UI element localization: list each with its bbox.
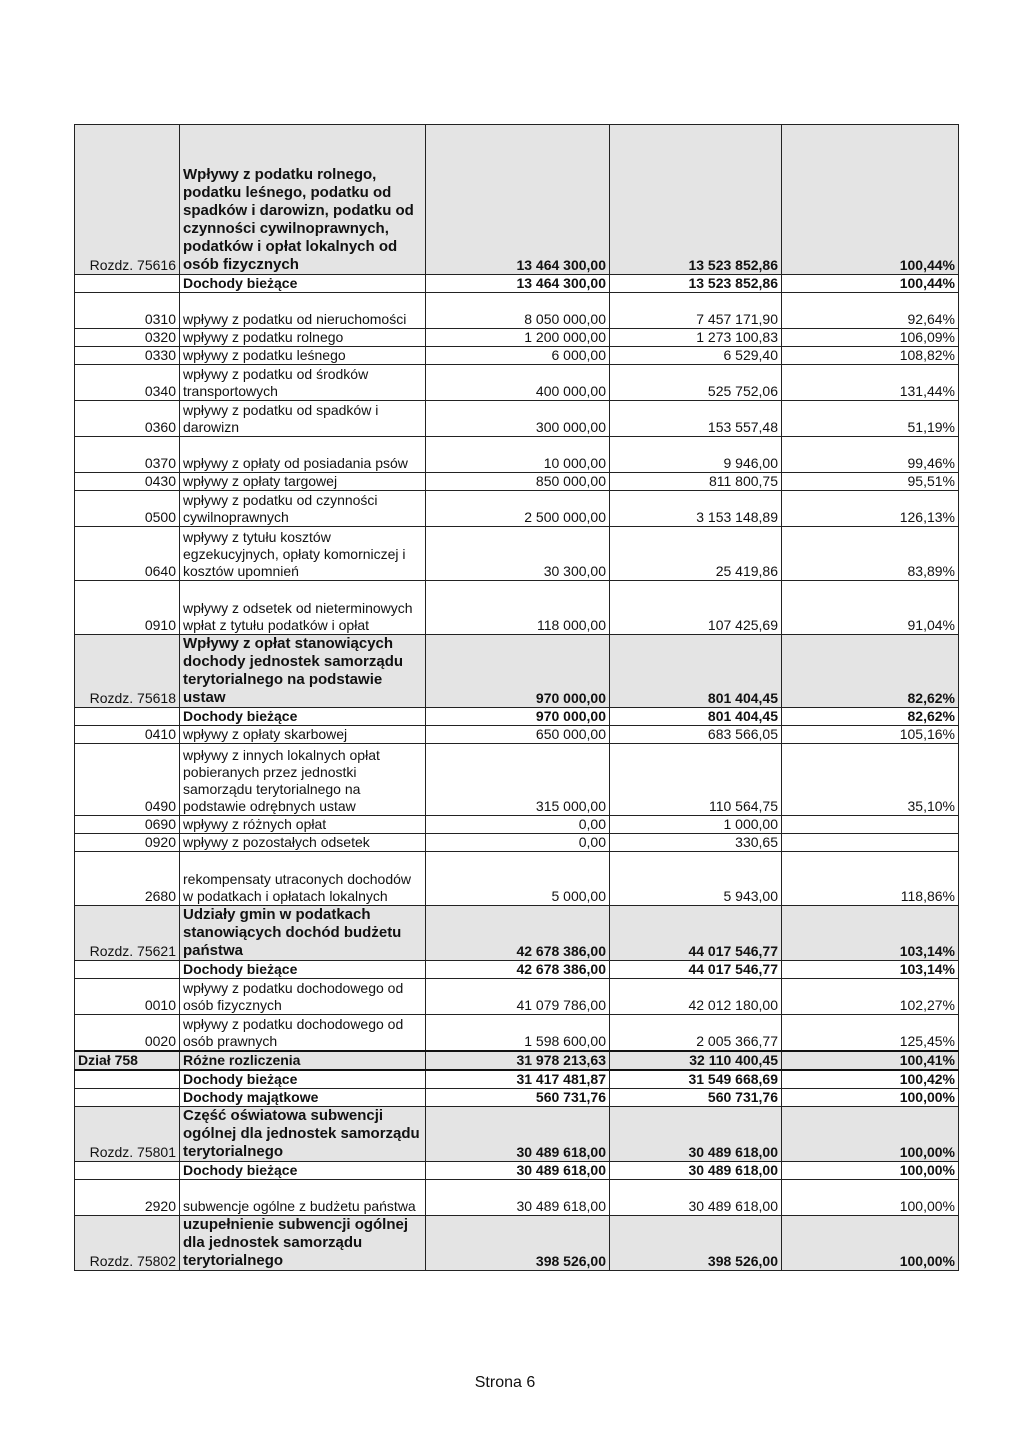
- row-code-cell: 0310: [75, 293, 180, 329]
- subtotal-row: [75, 708, 959, 726]
- row-percent-cell: [782, 816, 959, 834]
- row-execution-cell: 2 005 366,77: [610, 1015, 782, 1051]
- subtotal-row: [75, 275, 959, 293]
- row-plan-cell: 42 678 386,00: [426, 961, 610, 979]
- row-plan-cell: 850 000,00: [426, 473, 610, 491]
- subtotal-row: [75, 1161, 959, 1179]
- row-plan-cell: 10 000,00: [426, 437, 610, 473]
- row-percent-cell: 102,27%: [782, 979, 959, 1015]
- row-plan-cell: 13 464 300,00: [426, 125, 610, 275]
- section-row: [75, 1051, 959, 1070]
- row-description-cell: wpływy z pozostałych odsetek: [180, 834, 426, 852]
- row-execution-cell: 110 564,75: [610, 744, 782, 816]
- row-code-cell: [75, 1161, 180, 1179]
- budget-revenue-table: [74, 124, 959, 1271]
- row-description-cell: wpływy z różnych opłat: [180, 816, 426, 834]
- row-code-cell: 0640: [75, 527, 180, 581]
- row-code-cell: 0500: [75, 491, 180, 527]
- row-code-cell: 2680: [75, 852, 180, 906]
- row-plan-cell: 1 598 600,00: [426, 1015, 610, 1051]
- row-description-cell: wpływy z podatku od czynności cywilnoprawnych: [180, 491, 426, 527]
- row-description-cell: wpływy z podatku od spadków i darowizn: [180, 401, 426, 437]
- row-description-cell: Różne rozliczenia: [180, 1051, 426, 1070]
- row-percent-cell: 100,00%: [782, 1106, 959, 1161]
- row-description-cell: Dochody bieżące: [180, 1161, 426, 1179]
- page-number: Strona 6: [474, 1374, 536, 1391]
- row-description-cell: Dochody majątkowe: [180, 1088, 426, 1106]
- row-execution-cell: 7 457 171,90: [610, 293, 782, 329]
- row-percent-cell: 92,64%: [782, 293, 959, 329]
- row-percent-cell: 100,44%: [782, 125, 959, 275]
- row-percent-cell: 95,51%: [782, 473, 959, 491]
- table-row: [75, 1179, 959, 1215]
- row-plan-cell: 0,00: [426, 834, 610, 852]
- row-execution-cell: 330,65: [610, 834, 782, 852]
- row-plan-cell: 41 079 786,00: [426, 979, 610, 1015]
- row-description-cell: Dochody bieżące: [180, 961, 426, 979]
- chapter-row: [75, 1106, 959, 1161]
- row-code-cell: [75, 708, 180, 726]
- row-plan-cell: 31 417 481,87: [426, 1070, 610, 1089]
- row-percent-cell: [782, 834, 959, 852]
- table-row: [75, 1015, 959, 1051]
- row-description-cell: wpływy z podatku dochodowego od osób prawnych: [180, 1015, 426, 1051]
- row-execution-cell: 107 425,69: [610, 581, 782, 635]
- row-code-cell: 0430: [75, 473, 180, 491]
- row-plan-cell: 30 489 618,00: [426, 1161, 610, 1179]
- row-code-cell: 0010: [75, 979, 180, 1015]
- row-description-cell: wpływy z podatku dochodowego od osób fizycznych: [180, 979, 426, 1015]
- row-description-cell: Część oświatowa subwencji ogólnej dla jednostek samorządu terytorialnego: [180, 1106, 426, 1161]
- row-percent-cell: 100,00%: [782, 1179, 959, 1215]
- row-percent-cell: 100,00%: [782, 1215, 959, 1270]
- table-row: [75, 437, 959, 473]
- row-percent-cell: 100,42%: [782, 1070, 959, 1089]
- row-plan-cell: 30 489 618,00: [426, 1106, 610, 1161]
- row-execution-cell: 525 752,06: [610, 365, 782, 401]
- row-execution-cell: 560 731,76: [610, 1088, 782, 1106]
- row-execution-cell: 44 017 546,77: [610, 906, 782, 961]
- table-row: [75, 329, 959, 347]
- row-percent-cell: 51,19%: [782, 401, 959, 437]
- row-description-cell: Wpływy z podatku rolnego, podatku leśnego, podatku od spadków i darowizn, podatku od czynności cywilnoprawnych, podatków i opłat lokalnych od osób fizycznych: [180, 125, 426, 275]
- row-percent-cell: 118,86%: [782, 852, 959, 906]
- table-row: [75, 726, 959, 744]
- row-plan-cell: 0,00: [426, 816, 610, 834]
- row-execution-cell: 31 549 668,69: [610, 1070, 782, 1089]
- chapter-row: [75, 1215, 959, 1270]
- row-percent-cell: 131,44%: [782, 365, 959, 401]
- row-description-cell: Dochody bieżące: [180, 275, 426, 293]
- row-execution-cell: 1 273 100,83: [610, 329, 782, 347]
- row-description-cell: wpływy z innych lokalnych opłat pobieranych przez jednostki samorządu terytorialnego na podstawie odrębnych ustaw: [180, 744, 426, 816]
- table-row: [75, 581, 959, 635]
- table-row: [75, 834, 959, 852]
- row-code-cell: [75, 1088, 180, 1106]
- table-row: [75, 473, 959, 491]
- row-description-cell: wpływy z opłaty targowej: [180, 473, 426, 491]
- subtotal-row: [75, 961, 959, 979]
- table-row: [75, 744, 959, 816]
- row-plan-cell: 5 000,00: [426, 852, 610, 906]
- row-code-cell: [75, 961, 180, 979]
- row-percent-cell: 100,00%: [782, 1088, 959, 1106]
- row-code-cell: 0490: [75, 744, 180, 816]
- row-percent-cell: 106,09%: [782, 329, 959, 347]
- row-description-cell: wpływy z tytułu kosztów egzekucyjnych, opłaty komorniczej i kosztów upomnień: [180, 527, 426, 581]
- row-execution-cell: 1 000,00: [610, 816, 782, 834]
- row-code-cell: [75, 275, 180, 293]
- row-description-cell: Dochody bieżące: [180, 1070, 426, 1089]
- row-plan-cell: 2 500 000,00: [426, 491, 610, 527]
- row-code-cell: 0330: [75, 347, 180, 365]
- table-row: [75, 491, 959, 527]
- row-code-cell: 0340: [75, 365, 180, 401]
- row-percent-cell: 103,14%: [782, 906, 959, 961]
- row-code-cell: 0910: [75, 581, 180, 635]
- row-execution-cell: 683 566,05: [610, 726, 782, 744]
- table-body: [75, 125, 959, 1271]
- row-plan-cell: 8 050 000,00: [426, 293, 610, 329]
- row-description-cell: subwencje ogólne z budżetu państwa: [180, 1179, 426, 1215]
- row-code-cell: Rozdz. 75801: [75, 1106, 180, 1161]
- row-execution-cell: 6 529,40: [610, 347, 782, 365]
- row-percent-cell: 100,41%: [782, 1051, 959, 1070]
- table-row: [75, 293, 959, 329]
- row-plan-cell: 315 000,00: [426, 744, 610, 816]
- row-plan-cell: 42 678 386,00: [426, 906, 610, 961]
- row-plan-cell: 300 000,00: [426, 401, 610, 437]
- chapter-row: [75, 906, 959, 961]
- table-row: [75, 527, 959, 581]
- row-execution-cell: 13 523 852,86: [610, 125, 782, 275]
- table-row: [75, 816, 959, 834]
- row-execution-cell: 44 017 546,77: [610, 961, 782, 979]
- row-plan-cell: 970 000,00: [426, 708, 610, 726]
- row-plan-cell: 31 978 213,63: [426, 1051, 610, 1070]
- row-percent-cell: 35,10%: [782, 744, 959, 816]
- subtotal-row: [75, 1088, 959, 1106]
- row-plan-cell: 1 200 000,00: [426, 329, 610, 347]
- row-percent-cell: 82,62%: [782, 708, 959, 726]
- row-description-cell: wpływy z odsetek od nieterminowych wpłat z tytułu podatków i opłat: [180, 581, 426, 635]
- table-row: [75, 852, 959, 906]
- row-percent-cell: 105,16%: [782, 726, 959, 744]
- row-execution-cell: 25 419,86: [610, 527, 782, 581]
- row-percent-cell: 99,46%: [782, 437, 959, 473]
- row-code-cell: Rozdz. 75616: [75, 125, 180, 275]
- row-execution-cell: 30 489 618,00: [610, 1179, 782, 1215]
- table-row: [75, 365, 959, 401]
- row-plan-cell: 13 464 300,00: [426, 275, 610, 293]
- row-code-cell: Rozdz. 75621: [75, 906, 180, 961]
- row-plan-cell: 30 489 618,00: [426, 1179, 610, 1215]
- row-execution-cell: 3 153 148,89: [610, 491, 782, 527]
- row-plan-cell: 650 000,00: [426, 726, 610, 744]
- row-code-cell: 0370: [75, 437, 180, 473]
- row-code-cell: Rozdz. 75802: [75, 1215, 180, 1270]
- row-plan-cell: 400 000,00: [426, 365, 610, 401]
- row-execution-cell: 398 526,00: [610, 1215, 782, 1270]
- subtotal-row: [75, 1070, 959, 1089]
- row-code-cell: Rozdz. 75618: [75, 635, 180, 708]
- row-percent-cell: 91,04%: [782, 581, 959, 635]
- row-plan-cell: 30 300,00: [426, 527, 610, 581]
- row-execution-cell: 801 404,45: [610, 635, 782, 708]
- row-description-cell: uzupełnienie subwencji ogólnej dla jednostek samorządu terytorialnego: [180, 1215, 426, 1270]
- table-row: [75, 347, 959, 365]
- row-description-cell: Wpływy z opłat stanowiących dochody jednostek samorządu terytorialnego na podstawie ustaw: [180, 635, 426, 708]
- row-description-cell: rekompensaty utraconych dochodów w podatkach i opłatach lokalnych: [180, 852, 426, 906]
- row-execution-cell: 13 523 852,86: [610, 275, 782, 293]
- row-plan-cell: 560 731,76: [426, 1088, 610, 1106]
- row-description-cell: wpływy z podatku rolnego: [180, 329, 426, 347]
- row-execution-cell: 153 557,48: [610, 401, 782, 437]
- row-percent-cell: 125,45%: [782, 1015, 959, 1051]
- row-description-cell: Dochody bieżące: [180, 708, 426, 726]
- row-percent-cell: 100,00%: [782, 1161, 959, 1179]
- row-plan-cell: 970 000,00: [426, 635, 610, 708]
- row-execution-cell: 42 012 180,00: [610, 979, 782, 1015]
- row-percent-cell: 83,89%: [782, 527, 959, 581]
- row-code-cell: 0020: [75, 1015, 180, 1051]
- table-row: [75, 979, 959, 1015]
- row-code-cell: [75, 1070, 180, 1089]
- row-execution-cell: 801 404,45: [610, 708, 782, 726]
- row-execution-cell: 32 110 400,45: [610, 1051, 782, 1070]
- row-percent-cell: 103,14%: [782, 961, 959, 979]
- row-percent-cell: 108,82%: [782, 347, 959, 365]
- row-execution-cell: 811 800,75: [610, 473, 782, 491]
- row-code-cell: 0690: [75, 816, 180, 834]
- row-plan-cell: 118 000,00: [426, 581, 610, 635]
- row-description-cell: wpływy z opłaty od posiadania psów: [180, 437, 426, 473]
- row-description-cell: wpływy z opłaty skarbowej: [180, 726, 426, 744]
- row-percent-cell: 82,62%: [782, 635, 959, 708]
- row-execution-cell: 5 943,00: [610, 852, 782, 906]
- row-plan-cell: 398 526,00: [426, 1215, 610, 1270]
- row-plan-cell: 6 000,00: [426, 347, 610, 365]
- row-code-cell: 0320: [75, 329, 180, 347]
- row-percent-cell: 126,13%: [782, 491, 959, 527]
- row-code-cell: 0360: [75, 401, 180, 437]
- row-description-cell: wpływy z podatku leśnego: [180, 347, 426, 365]
- row-description-cell: Udziały gmin w podatkach stanowiących dochód budżetu państwa: [180, 906, 426, 961]
- row-execution-cell: 30 489 618,00: [610, 1161, 782, 1179]
- row-percent-cell: 100,44%: [782, 275, 959, 293]
- row-code-cell: 2920: [75, 1179, 180, 1215]
- row-code-cell: 0920: [75, 834, 180, 852]
- row-code-cell: Dział 758: [75, 1051, 180, 1070]
- row-code-cell: 0410: [75, 726, 180, 744]
- table-row: [75, 401, 959, 437]
- chapter-row: [75, 635, 959, 708]
- row-description-cell: wpływy z podatku od środków transportowych: [180, 365, 426, 401]
- chapter-row: [75, 125, 959, 275]
- row-execution-cell: 30 489 618,00: [610, 1106, 782, 1161]
- row-description-cell: wpływy z podatku od nieruchomości: [180, 293, 426, 329]
- row-execution-cell: 9 946,00: [610, 437, 782, 473]
